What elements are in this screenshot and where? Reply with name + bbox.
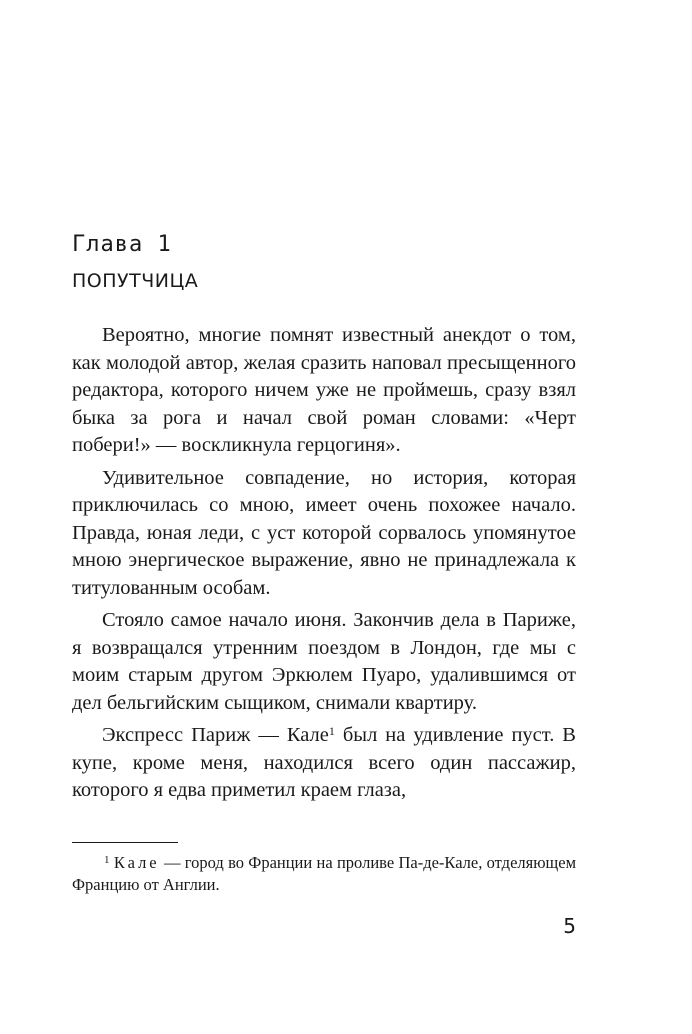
chapter-label: Глава 1	[72, 232, 172, 257]
paragraph-4	[72, 722, 576, 805]
paragraph-4-start: Экспресс Париж — Кале	[102, 724, 329, 746]
paragraph-3: Стояло самое начало июня. Закончив дела в Париже, я возвращался утренним поездом в Лондон, где мы с моим старым другом Эркюлем Пуаро, удалившимся от дел бельгийским сыщиком, снимали квартиру.	[72, 609, 576, 714]
footnote-term: Кале	[113, 853, 160, 872]
paragraph-2: Удивительное совпадение, но история, которая приключилась со мною, имеет очень похожее начало. Правда, юная леди, с уст которой сорвалось упомянутое мною энергическое выражение, явно не принадлежала к титулованным особам.	[72, 466, 576, 599]
footnote-marker: 1	[104, 854, 110, 866]
paragraph-4-end: был на удивление пуст. В купе, кроме меня, находился всего один пассажир, которого я едва приметил краем глаза,	[72, 724, 576, 801]
page-number: 5	[563, 914, 576, 938]
footnote	[72, 852, 576, 896]
footnote-text: — город во Франции на проливе Па-де-Кале, отделяющем Францию от Англии.	[72, 853, 577, 894]
chapter-title: ПОПУТЧИЦА	[72, 270, 199, 292]
paragraph-1: Вероятно, многие помнят известный анекдот о том, как молодой автор, желая сразить наповал пресыщенного редактора, которого ничем уже не проймешь, сразу взял быка за рога и начал свой роман словами: «Черт побери!» — воскликнула герцогиня».	[72, 324, 576, 456]
footnote-reference: 1	[328, 724, 335, 738]
footnote-divider	[72, 842, 178, 843]
body-text	[72, 322, 576, 805]
